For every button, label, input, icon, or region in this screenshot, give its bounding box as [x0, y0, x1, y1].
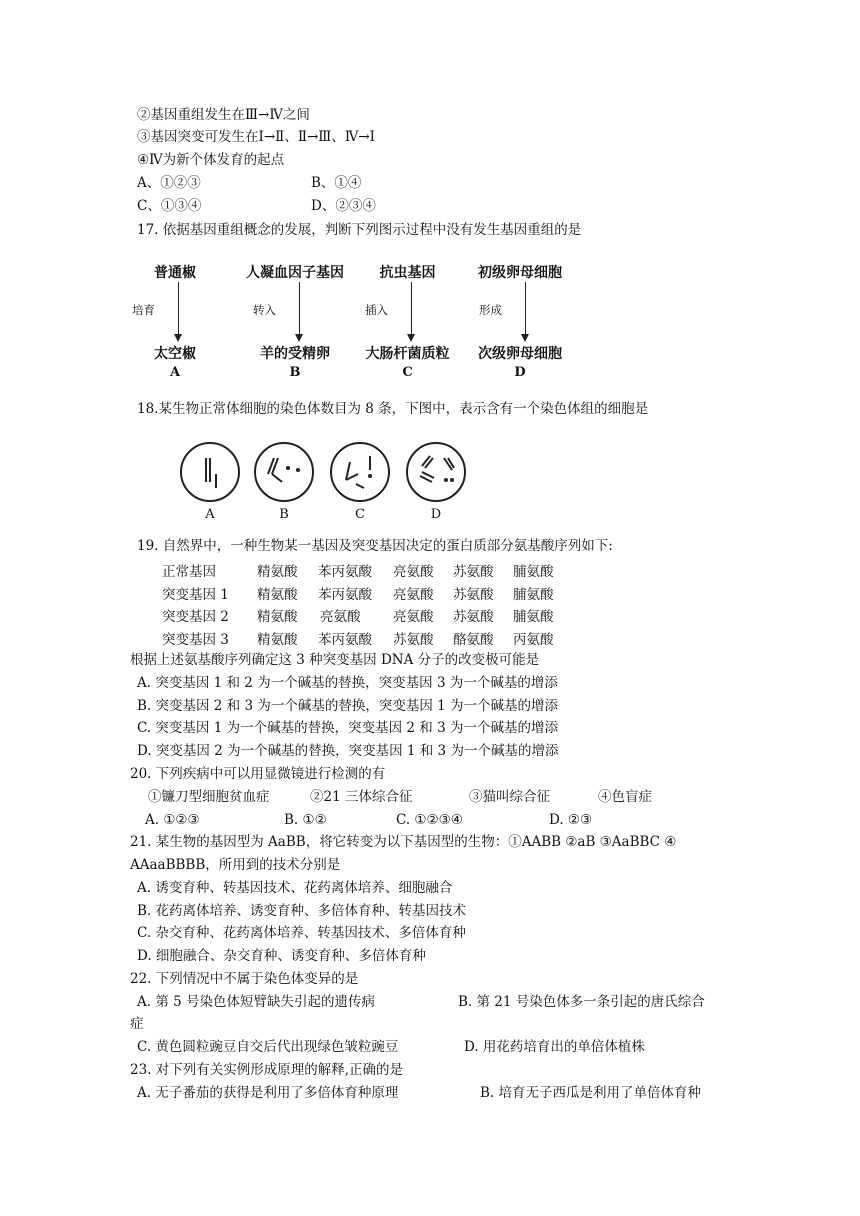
arrow-down-icon — [178, 282, 179, 340]
table-cell: 苏氨酸 — [453, 564, 494, 580]
cell-circle-icon — [330, 442, 390, 502]
q17-figure-c — [345, 258, 470, 383]
table-cell: 突变基因 3 — [162, 632, 229, 648]
q17-figure-d-label: 形成 — [479, 303, 502, 317]
q22-choice-b-cont: 症 — [130, 1016, 144, 1032]
q22-choice-b: B. 第 21 号染色体多一条引起的唐氏综合 — [458, 994, 705, 1010]
q17-figure-a-top: 普通椒 — [154, 265, 196, 281]
table-cell: 亮氨酸 — [393, 564, 434, 580]
q17-figure-a-letter: A — [169, 365, 181, 380]
q17-figure-a-bottom: 太空椒 — [154, 346, 196, 362]
q19-choice-d: D. 突变基因 2 为一个碱基的替换，突变基因 1 和 3 为一个碱基的增添 — [137, 743, 559, 759]
q17-figure-b-label: 转入 — [253, 303, 276, 317]
q23-choice-b: B. 培育无子西瓜是利用了单倍体育种 — [480, 1085, 702, 1101]
table-cell: 精氨酸 — [257, 609, 298, 625]
table-cell: 突变基因 1 — [162, 587, 229, 603]
q22-choice-d: D. 用花药培育出的单倍体植株 — [464, 1039, 645, 1055]
q23-stem: 23. 对下列有关实例形成原理的解释,正确的是 — [130, 1062, 404, 1078]
q18-label-a: A — [205, 507, 215, 522]
q17-figure-a — [120, 258, 230, 383]
q22-choice-a: A. 第 5 号染色体短臂缺失引起的遗传病 — [137, 994, 376, 1010]
q17-figure — [132, 258, 590, 383]
q20-choice-a: A. ①②③ — [145, 812, 200, 828]
q16-choice-a: A、①②③ — [137, 175, 201, 191]
table-cell: 正常基因 — [162, 564, 216, 580]
table-cell: 精氨酸 — [257, 564, 298, 580]
q18-label-d: D — [430, 507, 442, 522]
table-cell: 苏氨酸 — [393, 632, 434, 648]
q21-choice-d: D. 细胞融合、杂交育种、诱变育种、多倍体育种 — [137, 948, 426, 964]
q16-option-3: ③基因突变可发生在Ⅰ→Ⅱ、Ⅱ→Ⅲ、Ⅳ→Ⅰ — [137, 129, 375, 145]
q19-question: 根据上述氨基酸序列确定这 3 种突变基因 DNA 分子的改变极可能是 — [130, 652, 540, 668]
table-cell: 苯丙氨酸 — [318, 564, 372, 580]
table-cell: 苏氨酸 — [453, 587, 494, 603]
q17-figure-b-top: 人凝血因子基因 — [246, 265, 344, 281]
table-cell: 精氨酸 — [257, 632, 298, 648]
table-cell: 精氨酸 — [257, 587, 298, 603]
q21-stem-line2: AAaaBBBB，所用到的技术分别是 — [130, 857, 341, 873]
q18-figure — [176, 442, 476, 527]
q20-item-2: ②21 三体综合征 — [310, 789, 413, 805]
q17-figure-d — [455, 258, 585, 383]
table-cell: 酪氨酸 — [453, 632, 494, 648]
table-cell: 脯氨酸 — [513, 587, 554, 603]
q16-option-2: ②基因重组发生在Ⅲ→Ⅳ之间 — [137, 107, 310, 123]
arrow-down-icon — [525, 282, 526, 340]
cell-circle-icon — [254, 442, 314, 502]
q22-stem: 22. 下列情况中不属于染色体变异的是 — [130, 971, 359, 987]
q20-item-4: ④色盲症 — [598, 789, 652, 805]
q19-choice-b: B. 突变基因 2 和 3 为一个碱基的替换，突变基因 1 为一个碱基的增添 — [137, 698, 559, 714]
q20-choice-c: C. ①②③④ — [396, 812, 463, 828]
q21-choice-a: A. 诱变育种、转基因技术、花药离体培养、细胞融合 — [137, 880, 453, 896]
q16-option-4: ④Ⅳ为新个体发育的起点 — [137, 152, 285, 168]
table-cell: 亮氨酸 — [393, 587, 434, 603]
arrow-down-icon — [411, 282, 412, 340]
q17-figure-c-bottom: 大肠杆菌质粒 — [365, 346, 450, 362]
table-cell: 丙氨酸 — [513, 632, 554, 648]
arrow-down-icon — [299, 282, 300, 340]
q22-choice-c: C. 黄色圆粒豌豆自交后代出现绿色皱粒豌豆 — [137, 1039, 399, 1055]
q19-stem: 19. 自然界中，一种生物某一基因及突变基因决定的蛋白质部分氨基酸序列如下: — [137, 538, 613, 554]
table-cell: 突变基因 2 — [162, 609, 229, 625]
q18-label-c: C — [355, 507, 365, 522]
q20-item-3: ③猫叫综合征 — [469, 789, 550, 805]
q17-figure-c-label: 插入 — [365, 303, 388, 317]
q20-item-1: ①镰刀型细胞贫血症 — [148, 789, 270, 805]
q17-figure-c-letter: C — [402, 365, 413, 380]
q16-choice-c: C、①③④ — [137, 198, 202, 214]
cell-circle-icon — [180, 442, 240, 502]
q19-choice-a: A. 突变基因 1 和 2 为一个碱基的替换，突变基因 3 为一个碱基的增添 — [137, 675, 558, 691]
q17-figure-b-bottom: 羊的受精卵 — [260, 346, 330, 362]
q21-choice-c: C. 杂交育种、花药离体培养、转基因技术、多倍体育种 — [137, 925, 466, 941]
q23-choice-a: A. 无子番茄的获得是利用了多倍体育种原理 — [137, 1085, 399, 1101]
q17-figure-b-letter: B — [289, 365, 301, 380]
q16-choice-d: D、②③④ — [311, 198, 376, 214]
table-cell: 苏氨酸 — [453, 609, 494, 625]
table-cell: 脯氨酸 — [513, 564, 554, 580]
q17-figure-c-top: 抗虫基因 — [379, 265, 436, 281]
q17-figure-d-letter: D — [514, 365, 526, 380]
q17-stem: 17. 依据基因重组概念的发展，判断下列图示过程中没有发生基因重组的是 — [137, 222, 582, 238]
table-cell: 苯丙氨酸 — [318, 587, 372, 603]
q18-stem: 18.某生物正常体细胞的染色体数目为 8 条，下图中，表示含有一个染色体组的细胞是 — [137, 401, 649, 417]
cell-circle-icon — [406, 442, 466, 502]
table-cell: 脯氨酸 — [513, 609, 554, 625]
q16-choice-b: B、①④ — [311, 175, 362, 191]
q18-label-b: B — [279, 507, 289, 522]
q21-choice-b: B. 花药离体培养、诱变育种、多倍体育种、转基因技术 — [137, 903, 467, 919]
q20-stem: 20. 下列疾病中可以用显微镜进行检测的有 — [130, 766, 386, 782]
q20-choice-b: B. ①② — [284, 812, 327, 828]
table-cell: 苯丙氨酸 — [318, 632, 372, 648]
q17-figure-d-top: 初级卵母细胞 — [478, 265, 562, 281]
table-cell: 亮氨酸 — [393, 609, 434, 625]
q20-choice-d: D. ②③ — [549, 812, 593, 828]
q17-figure-a-label: 培育 — [132, 303, 155, 317]
q21-stem-line1: 21. 某生物的基因型为 AaBB，将它转变为以下基因型的生物：①AABB ②aB ③AaBBC ④ — [130, 834, 677, 850]
q17-figure-d-bottom: 次级卵母细胞 — [478, 346, 562, 362]
q19-choice-c: C. 突变基因 1 为一个碱基的替换，突变基因 2 和 3 为一个碱基的增添 — [137, 720, 558, 736]
table-cell: 亮氨酸 — [320, 609, 361, 625]
